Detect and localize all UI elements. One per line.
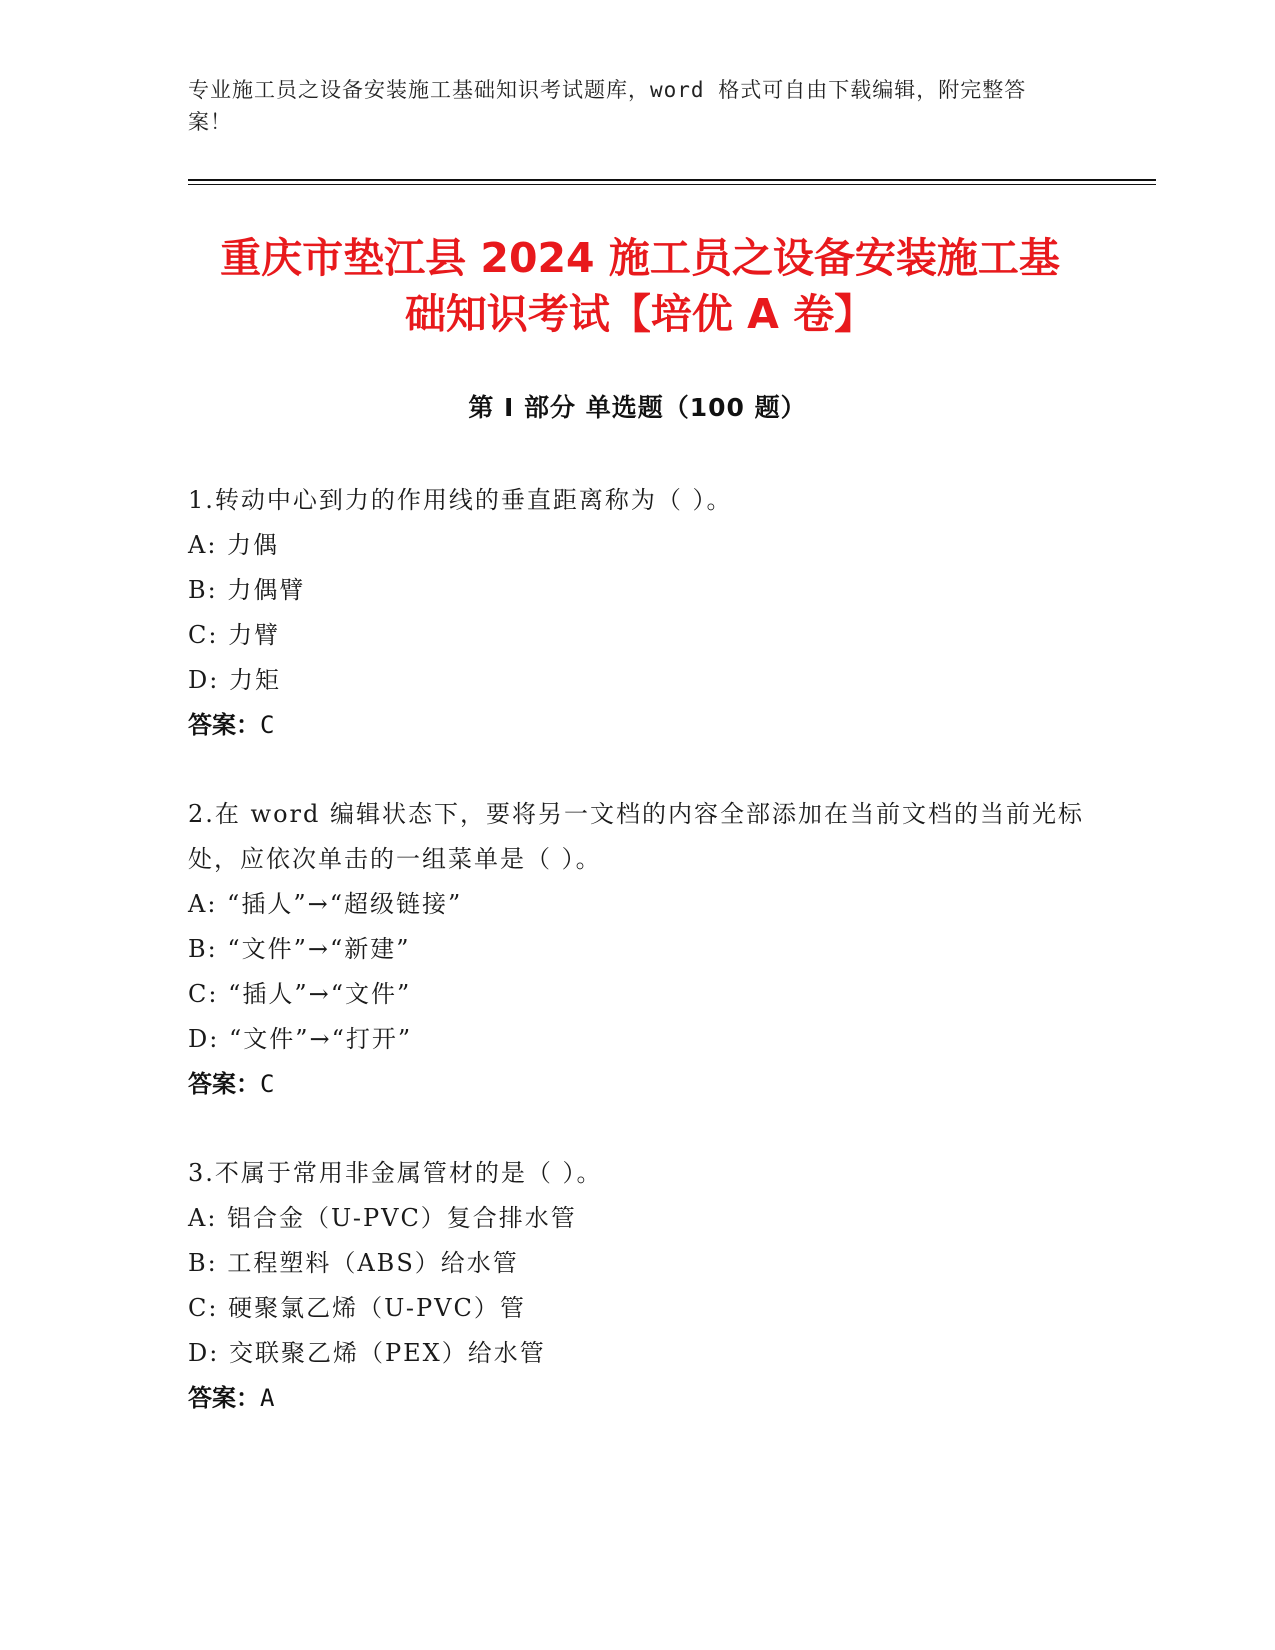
option-c: C: 力臂 <box>188 621 281 649</box>
option-d: D: 交联聚乙烯（PEX）给水管 <box>188 1339 546 1367</box>
question-stem: 1.转动中心到力的作用线的垂直距离称为（ ）。 <box>188 486 733 514</box>
answer-value: A <box>260 1384 275 1412</box>
answer-line <box>188 703 1088 748</box>
option-b: B: 力偶臂 <box>188 576 306 604</box>
header-rule-thick <box>188 179 1156 181</box>
option-a: A: 力偶 <box>188 531 280 559</box>
question-stem: 3.不属于常用非金属管材的是（ ）。 <box>188 1159 603 1187</box>
option-a: A: “插人”→“超级链接” <box>188 890 463 918</box>
answer-label: 答案： <box>188 711 260 739</box>
option-b: B: “文件”→“新建” <box>188 935 411 963</box>
option-c: C: “插人”→“文件” <box>188 980 412 1008</box>
answer-value: C <box>260 711 275 739</box>
header-rule-thin <box>188 184 1156 185</box>
section-title: 第 I 部分 单选题（100 题） <box>468 393 807 422</box>
answer-line <box>188 1376 1088 1421</box>
document-title-line-1: 重庆市垫江县 2024 施工员之设备安装施工基 <box>220 234 1060 282</box>
option-c: C: 硬聚氯乙烯（U-PVC）管 <box>188 1294 526 1322</box>
question-1 <box>188 478 1088 748</box>
option-d: D: “文件”→“打开” <box>188 1025 413 1053</box>
document-title-line-2: 础知识考试【培优 A 卷】 <box>404 290 876 338</box>
header-note: 专业施工员之设备安装施工基础知识考试题库，word 格式可自由下载编辑，附完整答案！ <box>188 78 1027 134</box>
answer-value: C <box>260 1070 275 1098</box>
question-list <box>188 478 1088 1465</box>
answer-line <box>188 1062 1088 1107</box>
question-3 <box>188 1151 1088 1421</box>
answer-label: 答案： <box>188 1070 260 1098</box>
question-stem: 2.在 word 编辑状态下，要将另一文档的内容全部添加在当前文档的当前光标处，应依次单击的一组菜单是（ ）。 <box>188 800 1084 873</box>
option-d: D: 力矩 <box>188 666 281 694</box>
option-b: B: 工程塑料（ABS）给水管 <box>188 1249 519 1277</box>
option-a: A: 铝合金（U-PVC）复合排水管 <box>188 1204 577 1232</box>
question-2 <box>188 792 1088 1107</box>
answer-label: 答案： <box>188 1384 260 1412</box>
document-title <box>160 230 1120 342</box>
